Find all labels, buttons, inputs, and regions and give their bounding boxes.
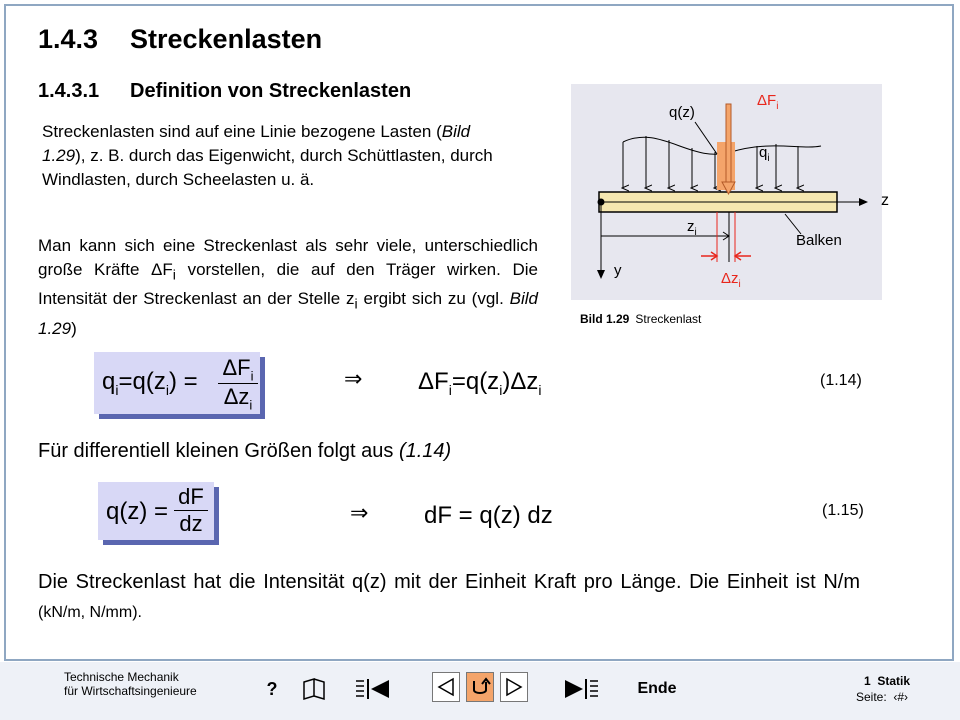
equation-number-1-15: (1.15) bbox=[822, 502, 864, 519]
figure-ref: Bild 1.29 bbox=[42, 122, 471, 165]
end-button[interactable]: Ende bbox=[637, 680, 677, 697]
implies-icon: ⇒ bbox=[344, 366, 363, 391]
help-button[interactable]: ? bbox=[266, 678, 278, 699]
chapter-label: 1 Statik bbox=[864, 674, 911, 688]
section-subtitle bbox=[38, 80, 411, 103]
first-page-icon bbox=[353, 676, 393, 702]
first-page-button[interactable] bbox=[352, 674, 394, 704]
force-arrow bbox=[726, 104, 731, 190]
equation-number-1-14: (1.14) bbox=[820, 372, 862, 389]
formula-box-1-15: q(z) = dF dz bbox=[98, 482, 214, 540]
page-title bbox=[38, 24, 322, 55]
figure-streckenlast bbox=[571, 84, 889, 300]
triangle-right-icon bbox=[503, 676, 525, 698]
label-qz: q(z) bbox=[669, 104, 695, 121]
label-z-axis: z bbox=[881, 192, 889, 209]
previous-page-button[interactable] bbox=[432, 672, 460, 702]
footer-course: Technische Mechanik für Wirtschaftsingenieure bbox=[64, 670, 197, 698]
triangle-left-icon bbox=[435, 676, 457, 698]
subtitle-text: Definition von Streckenlasten bbox=[130, 80, 412, 102]
implies-icon: ⇒ bbox=[350, 500, 369, 525]
return-button[interactable] bbox=[466, 672, 494, 702]
label-delta-z: $\Delta z_i$ bbox=[721, 270, 741, 290]
footer bbox=[0, 662, 960, 720]
last-page-icon bbox=[561, 676, 601, 702]
figure-caption: Bild 1.29 Streckenlast bbox=[580, 312, 702, 326]
equation-1-14-rhs: $\Delta F_i=q(z_i)\Delta z_i$ bbox=[418, 368, 542, 398]
label-delta-f: $\Delta F_i$ bbox=[757, 92, 779, 112]
equation-ref: (1.14) bbox=[398, 440, 452, 462]
intro-paragraph: Streckenlasten sind auf eine Linie bezogene Lasten (Bild 1.29), z. B. durch das Eigenwicht, durch Schüttlasten, durch Windlasten, durch Scheelasten u. ä. bbox=[42, 122, 493, 189]
equation-1-15-rhs: dF = q(z) dz bbox=[424, 502, 553, 529]
page-indicator: Seite: ‹#› bbox=[856, 690, 909, 704]
next-page-button[interactable] bbox=[500, 672, 528, 702]
title-number: 1.4.3 bbox=[38, 24, 99, 54]
unit-paragraph: Die Streckenlast hat die Intensität q(z) mit der Einheit Kraft pro Länge. Die Einheit ist N/m (kN/m, N/mm). bbox=[38, 571, 860, 621]
subtitle-number: 1.4.3.1 bbox=[38, 80, 100, 102]
label-zi: $z_i$ bbox=[687, 218, 697, 238]
label-y-axis: y bbox=[614, 262, 622, 279]
formula-box-1-14: $q_i=q(z_i)$ = $\Delta F_i$ $\Delta z_i$ bbox=[94, 352, 260, 414]
title-text: Streckenlasten bbox=[130, 24, 323, 54]
figure-ref: Bild 1.29 bbox=[38, 289, 538, 338]
label-balken: Balken bbox=[796, 232, 842, 249]
explanation-paragraph: Man kann sich eine Streckenlast als sehr viele, unterschiedlich große Kräfte $\Delta F_i$ vorstellen, die auf den Träger wirken. Die Intensität der Streckenlast an der Stelle $z_i$ ergibt sich zu (vgl. Bild 1.29) bbox=[38, 236, 538, 338]
return-icon bbox=[469, 676, 491, 698]
pages-icon bbox=[301, 676, 327, 702]
bookmark-button[interactable] bbox=[300, 674, 328, 704]
label-qi: $q_i$ bbox=[759, 144, 770, 164]
last-page-button[interactable] bbox=[560, 674, 602, 704]
derivation-sentence: Für differentiell kleinen Größen folgt aus (1.14) bbox=[38, 440, 452, 462]
